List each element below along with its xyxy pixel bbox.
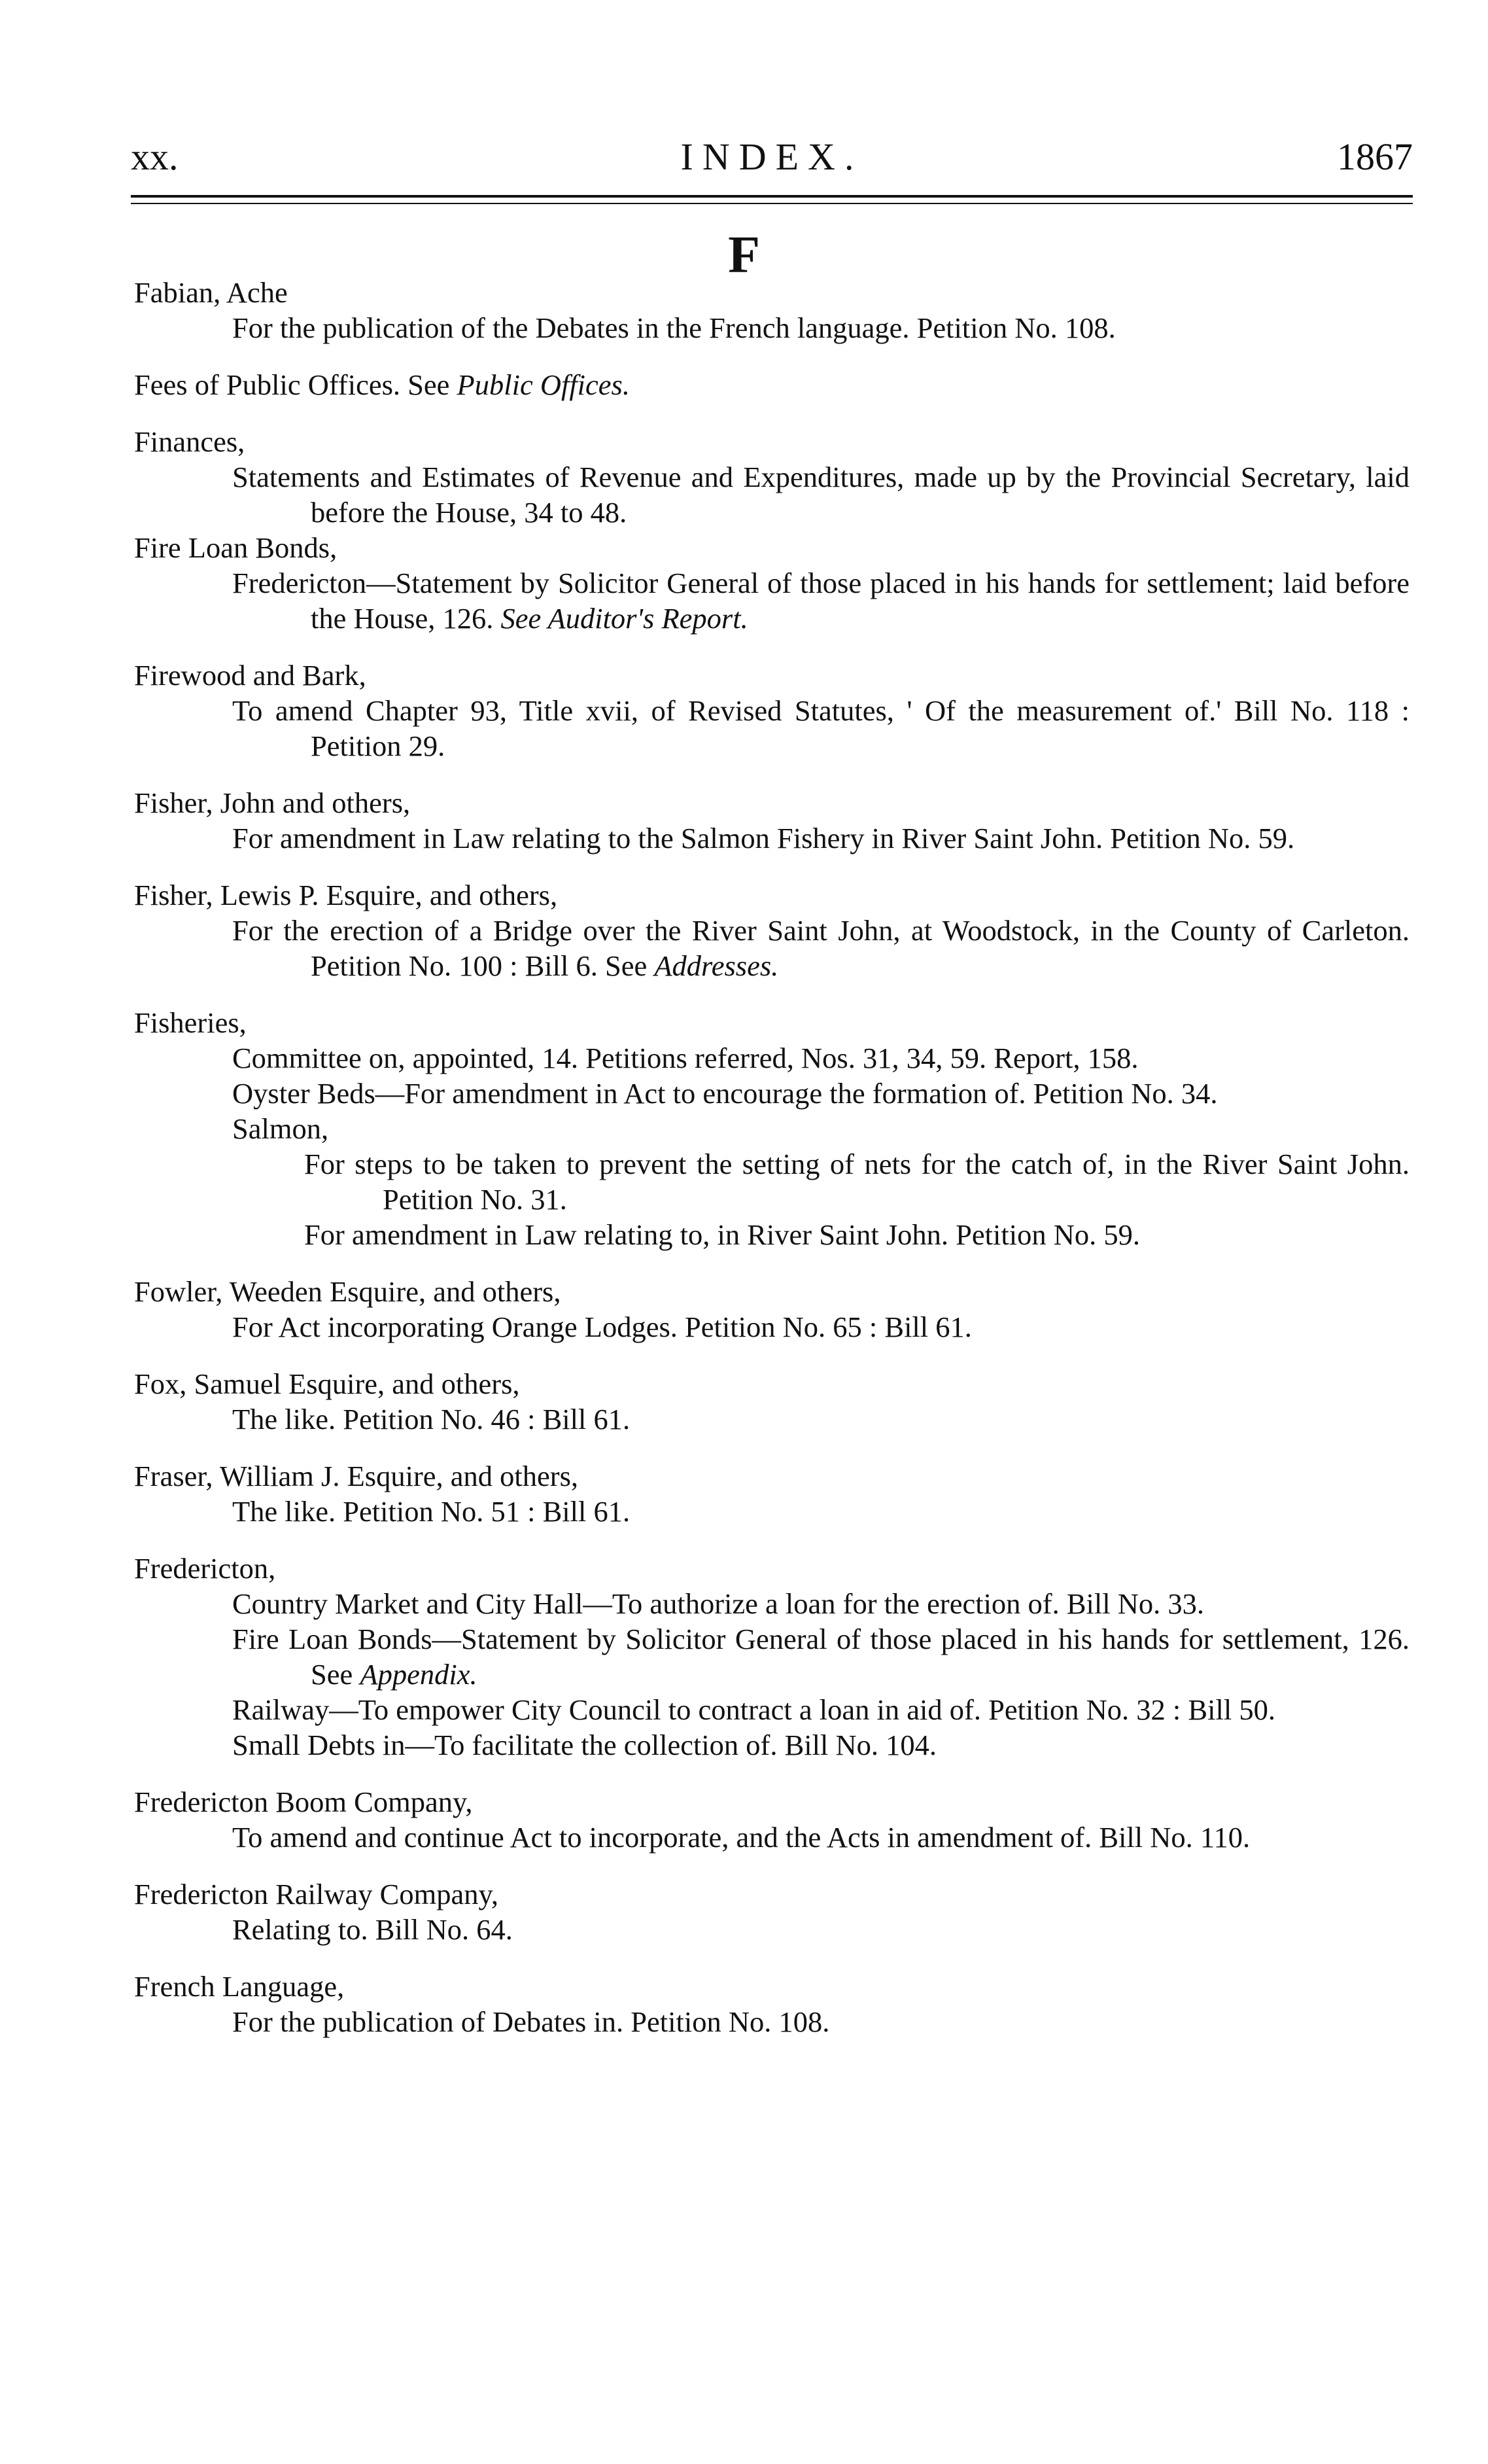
entry-text: The like. Petition No. 46 : Bill 61.: [232, 1403, 631, 1435]
entry-text: Railway—To empower City Council to contract a loan in aid of. Petition No. 32 : Bill 50.: [232, 1693, 1275, 1726]
entry-text: For the publication of the Debates in the French language. Petition No. 108.: [232, 311, 1116, 344]
entry-text: Fox, Samuel Esquire, and others,: [134, 1367, 520, 1400]
entry-text: Relating to. Bill No. 64.: [232, 1913, 513, 1946]
entry-text: Oyster Beds—For amendment in Act to encourage the formation of. Petition No. 34.: [232, 1077, 1218, 1110]
entry-text: Fredericton,: [134, 1552, 276, 1585]
index-subentry: [134, 2004, 1410, 2039]
header-rule-thick: [131, 195, 1413, 198]
entry-text: For Act incorporating Orange Lodges. Petition No. 65 : Bill 61.: [232, 1311, 972, 1343]
index-subentry: [134, 1586, 1410, 1621]
index-subentry: [134, 565, 1410, 636]
entry-text: Fisher, Lewis P. Esquire, and others,: [134, 879, 558, 911]
entry-text: For the erection of a Bridge over the River Saint John, at Woodstock, in the County of Carleton. Petition No. 100 : Bill 6. See: [232, 914, 1410, 982]
entry-text: Salmon,: [232, 1112, 329, 1145]
entry-text: For the publication of Debates in. Petition No. 108.: [232, 2005, 830, 2038]
index-heading: [134, 275, 1410, 310]
entry-text: To amend and continue Act to incorporate, and the Acts in amendment of. Bill No. 110.: [232, 1821, 1251, 1854]
entry-text: Country Market and City Hall—To authorize a loan for the erection of. Bill No. 33.: [232, 1587, 1205, 1620]
entry-text: Fees of Public Offices. See: [134, 368, 457, 401]
page-title: INDEX.: [680, 135, 863, 178]
entry-text: For amendment in Law relating to the Salmon Fishery in River Saint John. Petition No. 59.: [232, 822, 1295, 854]
entry-cross-reference: See Auditor's Report.: [500, 602, 748, 635]
index-heading: [134, 1274, 1410, 1309]
index-subentry: [134, 1820, 1410, 1855]
index-heading: [134, 1784, 1410, 1820]
index-heading: [134, 1876, 1410, 1912]
index-heading: [134, 1366, 1410, 1401]
index-subsubentry: [134, 1146, 1410, 1217]
index-subentry: [134, 310, 1410, 345]
entry-text: Fisheries,: [134, 1006, 247, 1039]
index-subentry: [134, 820, 1410, 856]
index-subentry: [134, 693, 1410, 764]
page-year: 1867: [1337, 135, 1413, 178]
section-letter: F: [728, 226, 760, 284]
entry-text: Fowler, Weeden Esquire, and others,: [134, 1275, 561, 1308]
entry-text: Fabian, Ache: [134, 276, 288, 309]
entry-cross-reference: Appendix.: [360, 1658, 477, 1691]
entry-text: Statements and Estimates of Revenue and Expenditures, made up by the Provincial Secretary, laid before the House, 34 to 48.: [232, 461, 1410, 529]
index-subsubentry: [134, 1217, 1410, 1252]
index-heading: [134, 424, 1410, 459]
entry-text: Fire Loan Bonds—Statement by Solicitor General of those placed in his hands for settlement, 126. See: [232, 1623, 1410, 1691]
entry-text: The like. Petition No. 51 : Bill 61.: [232, 1495, 631, 1528]
entry-text: Fredericton Boom Company,: [134, 1786, 473, 1818]
index-heading: [134, 367, 1410, 402]
entry-cross-reference: Public Offices.: [457, 368, 630, 401]
entry-text: Firewood and Bark,: [134, 659, 366, 692]
index-subentry: [134, 1040, 1410, 1076]
index-entries: [134, 275, 1410, 2039]
entry-text: To amend Chapter 93, Title xvii, of Revised Statutes, ' Of the measurement of.' Bill No. 118 : Petition 29.: [232, 694, 1410, 762]
index-subentry: [134, 1692, 1410, 1727]
entry-text: Fisher, John and others,: [134, 786, 411, 819]
index-subentry: [134, 1076, 1410, 1111]
index-subentry: [134, 1912, 1410, 1947]
index-subentry: [134, 1309, 1410, 1345]
index-subentry: [134, 1621, 1410, 1692]
index-subentry: [134, 913, 1410, 983]
index-subentry: [134, 1401, 1410, 1437]
entry-text: Fredericton—Statement by Solicitor General of those placed in his hands for settlement; laid before the House, 126.: [232, 567, 1410, 635]
entry-text: Fredericton Railway Company,: [134, 1878, 498, 1910]
index-subentry: [134, 1494, 1410, 1529]
index-heading: [134, 530, 1410, 565]
index-heading: [134, 1551, 1410, 1586]
entry-text: French Language,: [134, 1970, 345, 2003]
index-subentry: [134, 1111, 1410, 1146]
index-subentry: [134, 1727, 1410, 1763]
entry-text: Fraser, William J. Esquire, and others,: [134, 1460, 579, 1492]
index-subentry: [134, 459, 1410, 530]
index-heading: [134, 877, 1410, 913]
header-rule-thin: [131, 203, 1413, 204]
entry-text: Fire Loan Bonds,: [134, 531, 337, 564]
page-number-roman: xx.: [131, 135, 179, 178]
index-heading: [134, 1458, 1410, 1494]
entry-text: Small Debts in—To facilitate the collection of. Bill No. 104.: [232, 1729, 937, 1761]
index-heading: [134, 1005, 1410, 1040]
index-heading: [134, 785, 1410, 820]
index-heading: [134, 658, 1410, 693]
entry-cross-reference: Addresses.: [654, 949, 779, 982]
entry-text: For steps to be taken to prevent the setting of nets for the catch of, in the River Saint John. Petition No. 31.: [304, 1148, 1410, 1216]
entry-text: For amendment in Law relating to, in River Saint John. Petition No. 59.: [304, 1218, 1140, 1251]
entry-text: Committee on, appointed, 14. Petitions referred, Nos. 31, 34, 59. Report, 158.: [232, 1042, 1139, 1074]
entry-text: Finances,: [134, 425, 245, 458]
page-header: [131, 134, 1413, 180]
index-heading: [134, 1969, 1410, 2004]
